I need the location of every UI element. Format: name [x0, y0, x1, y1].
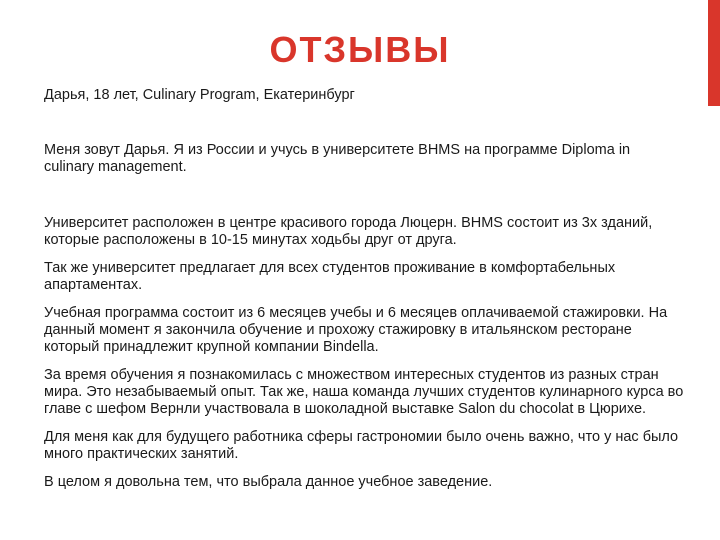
- paragraph-intro: Меня зовут Дарья. Я из России и учусь в университете BHMS на программе Diploma in culinary management.: [44, 142, 631, 175]
- paragraph-students: За время обучения я познакомилась с множеством интересных студентов из разных стран мира. Это незабываемый опыт. Так же, наша команда лучших студентов кулинарного курса во главе с шефом Вернли участвовала в шоколадной выставке Salon du chocolat в Цюрихе.: [44, 367, 684, 417]
- paragraph-program: Учебная программа состоит из 6 месяцев учебы и 6 месяцев оплачиваемой стажировки. На данный момент я закончила обучение и прохожу стажировку в итальянском ресторане который принадлежит крупной компании Bindella.: [44, 305, 668, 355]
- paragraph-housing: Так же университет предлагает для всех студентов проживание в комфортабельных апартаментах.: [44, 260, 616, 293]
- slide-title: ОТЗЫВЫ: [269, 29, 451, 70]
- paragraph-conclusion: В целом я довольна тем, что выбрала данное учебное заведение.: [44, 474, 493, 490]
- paragraph-university: Университет расположен в центре красивого города Люцерн. BHMS состоит из 3х зданий, которые расположены в 10-15 минутах ходьбы друг от друга.: [44, 215, 653, 248]
- paragraph-practice: Для меня как для будущего работника сферы гастрономии было очень важно, что у нас было много практических занятий.: [44, 429, 679, 462]
- accent-bar: [708, 0, 720, 106]
- testimonial-body: [44, 87, 684, 491]
- author-line: Дарья, 18 лет, Culinary Program, Екатеринбург: [44, 87, 355, 103]
